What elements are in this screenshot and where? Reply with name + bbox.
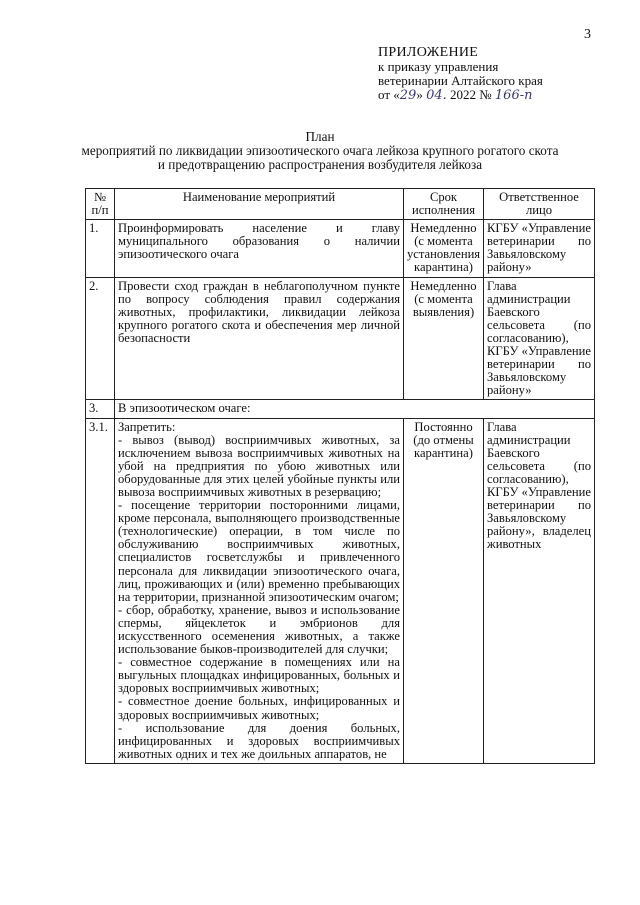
header-term: Срок исполнения [404,189,484,220]
prohibit-item: - посещение территории посторонними лицами, кроме персонала, выполняющего производственные (технологические) операции, в том числе по обслуживанию восприимчивых животных, специалистов госветслужбы и привлеченного персонала для ликвидации эпизоотического очага, лиц, проживающих и (или) временно пребывающих на территории, признанной эпизоотическим очагом; [118,498,400,604]
order-number: 166-п [494,88,533,103]
prohibit-item: - совместное содержание в помещениях или на выгульных площадках инфицированных, больных и здоровых восприимчивых животных; [118,655,400,696]
row-term: Немедленно (с момента установления карантина) [404,220,484,277]
appendix-line-2: ветеринарии Алтайского края [378,73,543,88]
table-row [86,418,595,763]
title-line-3: и предотвращению распространения возбудителя лейкоза [157,157,483,172]
prohibit-lead: Запретить: [118,419,176,434]
title-line-2: мероприятий по ликвидации эпизоотического очага лейкоза крупного рогатого скота [81,143,559,158]
row-num: 1. [86,220,115,277]
appendix-heading: ПРИЛОЖЕНИЕ [378,45,479,60]
prohibit-item: - вывоз (вывод) восприимчивых животных, за исключением вывоза восприимчивых животных на убой на предприятия по убою животных или оборудованные для этих целей убойные пункты или вывоза восприимчивых животных в резервацию; [118,432,400,499]
row-resp: Глава администрации Баевского сельсовета (по согласованию), КГБУ «Управление ветеринарии по Завьяловскому району», владелец животных [484,418,595,763]
row-name: В эпизоотическом очаге: [115,400,595,418]
prohibit-item: - совместное доение больных, инфицированных и здоровых восприимчивых животных; [118,694,400,722]
appendix-line-1: к приказу управления [378,59,499,74]
table-row [86,400,595,418]
appendix-date-line [378,88,543,103]
header-resp: Ответственное лицо [484,189,595,220]
table-row [86,277,595,400]
header-num: № п/п [86,189,115,220]
prohibit-item: - сбор, обработку, хранение, вывоз и использование спермы, яйцеклеток и эмбрионов для искусственного осеменения животных, а также использование быков-производителей для случки; [118,602,400,657]
row-name: Провести сход граждан в неблагополучном пункте по вопросу соблюдения правил содержания животных, профилактики, ликвидации лейкоза крупного рогатого скота и обеспечения мер личной безопасности [115,277,404,400]
row-name [115,418,404,763]
row-term: Постоянно (до отмены карантина) [404,418,484,763]
row-resp: Глава администрации Баевского сельсовета (по согласованию), КГБУ «Управление ветеринарии по Завьяловскому району» [484,277,595,400]
page-number: 3 [584,27,591,42]
row-num: 3.1. [86,418,115,763]
title-line-1: План [305,129,335,144]
appendix-block [378,46,543,103]
prohibit-item: - использование для доения больных, инфицированных и здоровых восприимчивых животных одних и тех же доильных аппаратов, не [118,720,400,761]
row-num: 2. [86,277,115,400]
date-year-no: 2022 № [446,87,495,102]
measures-table [85,188,595,764]
header-name: Наименование мероприятий [115,189,404,220]
document-title [60,130,580,172]
date-prefix: от « [378,87,400,102]
date-month: 04. [426,88,447,103]
date-mid: » [416,87,427,102]
row-resp: КГБУ «Управление ветеринарии по Завьяловскому району» [484,220,595,277]
table-row [86,220,595,277]
table-header-row [86,189,595,220]
row-term: Немедленно (с момента выявления) [404,277,484,400]
row-name: Проинформировать население и главу муниципального образования о наличии эпизоотического очага [115,220,404,277]
date-day: 29 [399,88,417,103]
row-num: 3. [86,400,115,418]
